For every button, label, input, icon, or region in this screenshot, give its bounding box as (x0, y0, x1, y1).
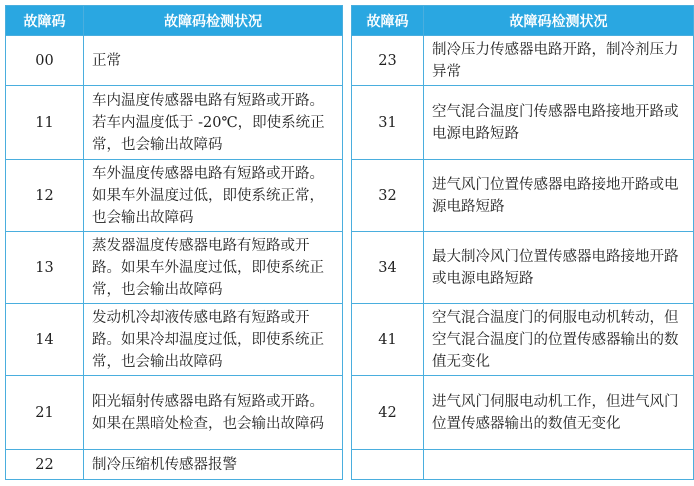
header-row (352, 6, 694, 36)
fault-description: 进气风门伺服电动机工作，但进气风门位置传感器输出的数值无变化 (424, 376, 694, 450)
fault-description: 进气风门位置传感器电路接地开路或电源电路短路 (424, 160, 694, 232)
fault-code: 23 (352, 36, 424, 86)
table-row (6, 450, 343, 480)
fault-code: 42 (352, 376, 424, 450)
table-row (6, 160, 343, 232)
header-desc: 故障码检测状况 (84, 6, 343, 36)
fault-description (424, 450, 694, 480)
fault-code (352, 450, 424, 480)
fault-description: 最大制冷风门位置传感器电路接地开路或电源电路短路 (424, 232, 694, 304)
table-row (6, 86, 343, 160)
fault-description: 蒸发器温度传感器电路有短路或开路。如果车外温度过低，即使系统正常，也会输出故障码 (84, 232, 343, 304)
fault-description: 阳光辐射传感器电路有短路或开路。如果在黑暗处检查，也会输出故障码 (84, 376, 343, 450)
fault-description: 制冷压力传感器电路开路，制冷剂压力异常 (424, 36, 694, 86)
fault-code: 31 (352, 86, 424, 160)
fault-code: 00 (6, 36, 84, 86)
fault-code: 32 (352, 160, 424, 232)
fault-code: 11 (6, 86, 84, 160)
table-row (352, 160, 694, 232)
fault-description: 发动机冷却液传感电路有短路或开路。如果冷却温度过低，即使系统正常，也会输出故障码 (84, 304, 343, 376)
table-row (352, 376, 694, 450)
table-row (6, 304, 343, 376)
header-code: 故障码 (6, 6, 84, 36)
fault-description: 正常 (84, 36, 343, 86)
table-row (6, 232, 343, 304)
fault-code: 13 (6, 232, 84, 304)
table-row (352, 232, 694, 304)
fault-code: 14 (6, 304, 84, 376)
fault-description: 空气混合温度门的伺服电动机转动，但空气混合温度门的位置传感器输出的数值无变化 (424, 304, 694, 376)
header-code: 故障码 (352, 6, 424, 36)
table-row (352, 304, 694, 376)
table-row-empty (352, 450, 694, 480)
fault-code-table-right (351, 5, 694, 480)
table-row (6, 36, 343, 86)
fault-code-table-left (5, 5, 343, 480)
header-desc: 故障码检测状况 (424, 6, 694, 36)
fault-code: 41 (352, 304, 424, 376)
fault-description: 制冷压缩机传感器报警 (84, 450, 343, 480)
table-row (352, 36, 694, 86)
table-row (6, 376, 343, 450)
fault-description: 空气混合温度门传感器电路接地开路或电源电路短路 (424, 86, 694, 160)
fault-description: 车内温度传感器电路有短路或开路。 若车内温度低于 -20℃，即使系统正常，也会输出故障码 (84, 86, 343, 160)
fault-code: 12 (6, 160, 84, 232)
fault-code: 22 (6, 450, 84, 480)
fault-code-tables (5, 5, 694, 480)
header-row (6, 6, 343, 36)
fault-code: 21 (6, 376, 84, 450)
fault-code: 34 (352, 232, 424, 304)
fault-description: 车外温度传感器电路有短路或开路。如果车外温度过低，即使系统正常，也会输出故障码 (84, 160, 343, 232)
table-row (352, 86, 694, 160)
